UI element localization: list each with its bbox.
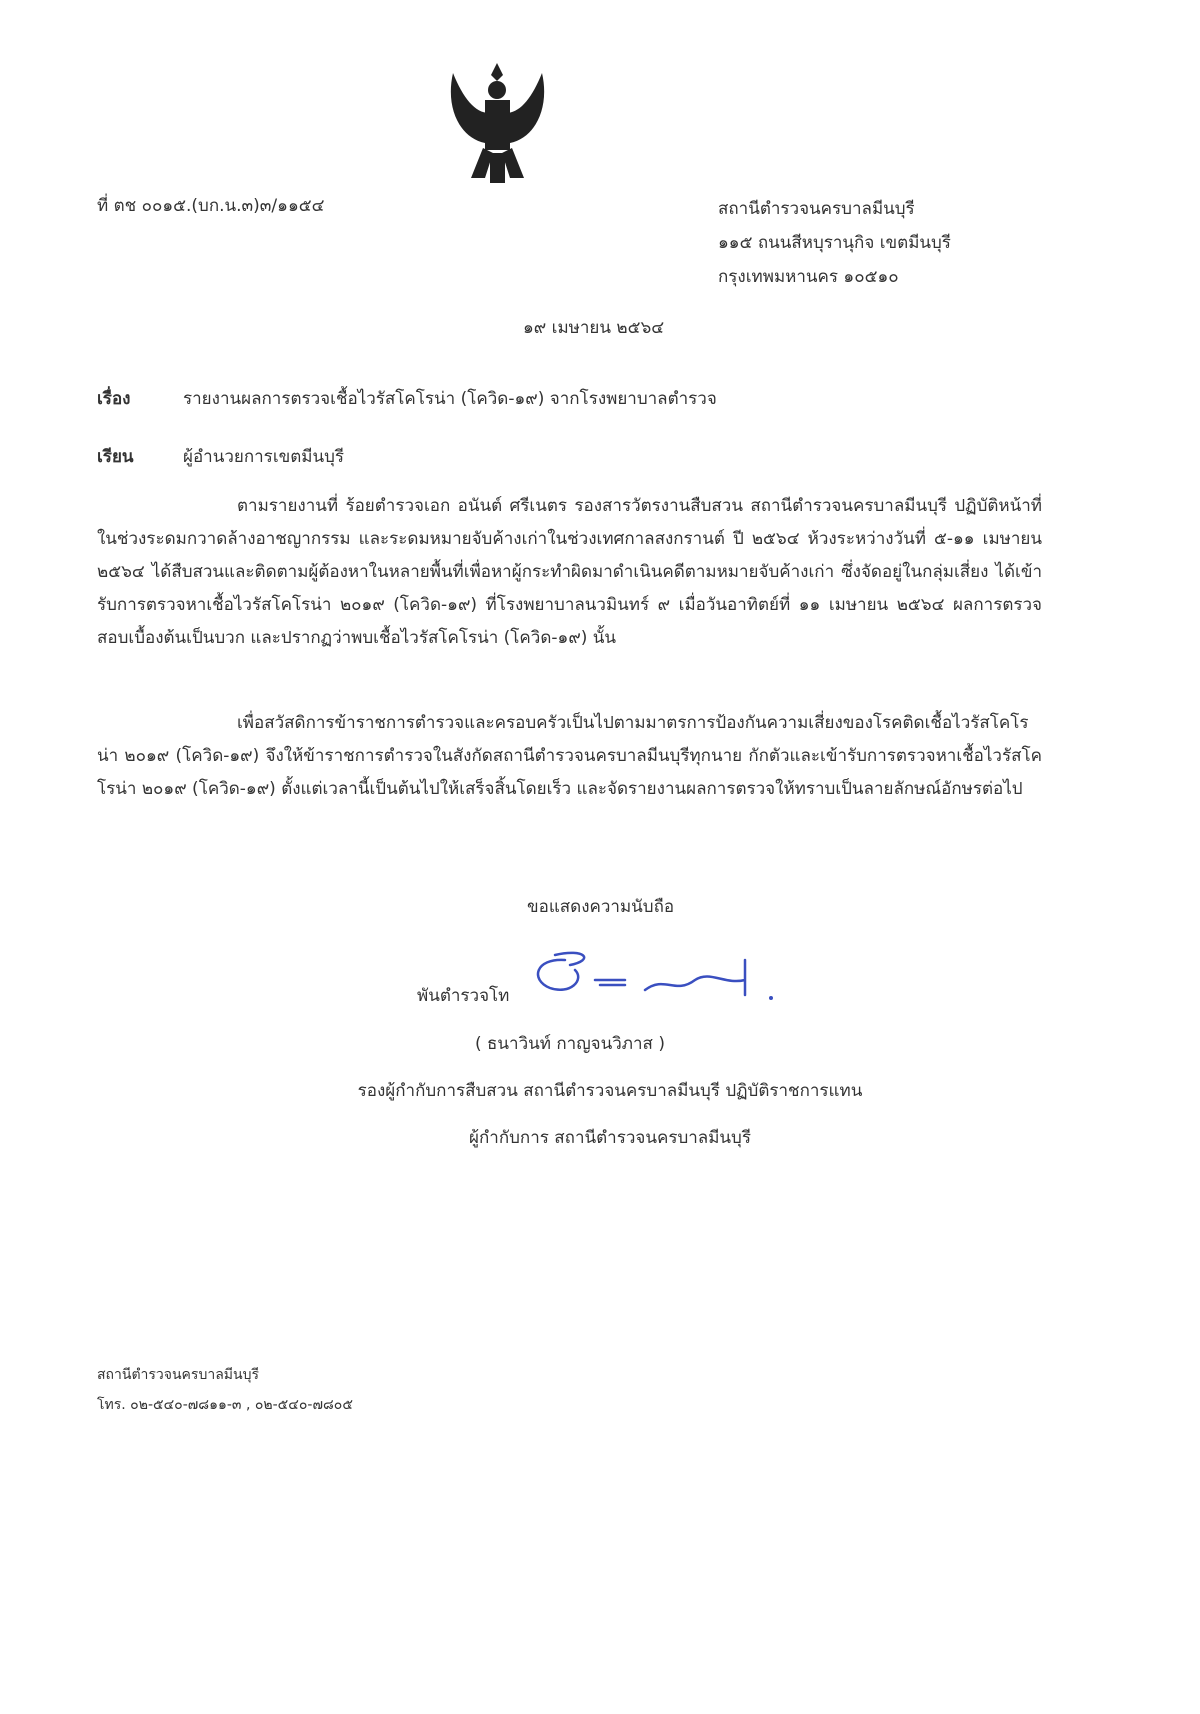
recipient-line — [97, 443, 344, 470]
garuda-emblem-icon — [445, 58, 550, 193]
footer-phone: โทร. ๐๒-๕๔๐-๗๘๑๑-๓ , ๐๒-๕๔๐-๗๘๐๕ — [97, 1397, 353, 1413]
footer — [97, 1360, 353, 1420]
body-paragraph-1: ตามรายงานที่ ร้อยตำรวจเอก อนันต์ ศรีเนตร รองสารวัตรงานสืบสวน สถานีตำรวจนครบาลมีนบุรี ปฏิบัติหน้าที่ในช่วงระดมกวาดล้างอาชญากรรม และระดมหมายจับค้างเก่าในช่วงเทศกาลสงกรานต์ ปี ๒๕๖๔ ห้วงระหว่างวันที่ ๕-๑๑ เมษายน ๒๕๖๔ ได้สืบสวนและติดตามผู้ต้องหาในหลายพื้นที่เพื่อหาผู้กระทำผิดมาดำเนินคดีตามหมายจับค้างเก่า ซึ่งจัดอยู่ในกลุ่มเสี่ยง ได้เข้ารับการตรวจหาเชื้อไวรัสโคโรน่า ๒๐๑๙ (โควิด-๑๙) ที่โรงพยาบาลนวมินทร์ ๙ เมื่อวันอาทิตย์ที่ ๑๑ เมษายน ๒๕๖๔ ผลการตรวจสอบเบื้องต้นเป็นบวก และปรากฏว่าพบเชื้อไวรัสโคโรน่า (โควิด-๑๙) นั้น — [97, 496, 1042, 648]
recipient-text: ผู้อำนวยการเขตมีนบุรี — [183, 447, 345, 467]
signer-position: รองผู้กำกับการสืบสวน สถานีตำรวจนครบาลมีนบุรี ปฏิบัติราชการแทน — [357, 1081, 863, 1101]
subject-line — [97, 385, 717, 412]
body-paragraph-2: เพื่อสวัสดิการข้าราชการตำรวจและครอบครัวเป็นไปตามมาตรการป้องกันความเสี่ยงของโรคติดเชื้อไวรัสโคโรน่า ๒๐๑๙ (โควิด-๑๙) จึงให้ข้าราชการตำรวจในสังกัดสถานีตำรวจนครบาลมีนบุรีทุกนาย กักตัวและเข้ารับการตรวจหาเชื้อไวรัสโคโรน่า ๒๐๑๙ (โควิด-๑๙) ตั้งแต่เวลานี้เป็นต้นไปให้เสร็จสิ้นโดยเร็ว และจัดรายงานผลการตรวจให้ทราบเป็นลายลักษณ์อักษรต่อไป — [97, 713, 1042, 799]
footer-office: สถานีตำรวจนครบาลมีนบุรี — [97, 1367, 259, 1383]
subject-label: เรื่อง — [97, 389, 131, 409]
subject-text: รายงานผลการตรวจเชื้อไวรัสโคโรน่า (โควิด-๑๙) จากโรงพยาบาลตำรวจ — [183, 389, 717, 409]
address-line: สถานีตำรวจนครบาลมีนบุรี — [718, 199, 915, 219]
closing: ขอแสดงความนับถือ — [527, 897, 675, 917]
document-date: ๑๙ เมษายน ๒๕๖๔ — [523, 318, 665, 338]
recipient-label: เรียน — [97, 447, 134, 467]
reference-number: ที่ ตช ๐๐๑๕.(บก.น.๓)๓/๑๑๕๔ — [97, 196, 325, 216]
address-line: กรุงเทพมหานคร ๑๐๕๑๐ — [718, 267, 899, 287]
signer-rank: พันตำรวจโท — [417, 986, 510, 1006]
signer-name: ( ธนาวินท์ กาญจนวิภาส ) — [475, 1034, 665, 1054]
handwritten-signature-icon — [525, 950, 785, 1010]
sender-address — [718, 192, 951, 294]
address-line: ๑๑๕ ถนนสีหบุรานุกิจ เขตมีนบุรี — [718, 233, 951, 253]
signer-position: ผู้กำกับการ สถานีตำรวจนครบาลมีนบุรี — [469, 1128, 751, 1148]
